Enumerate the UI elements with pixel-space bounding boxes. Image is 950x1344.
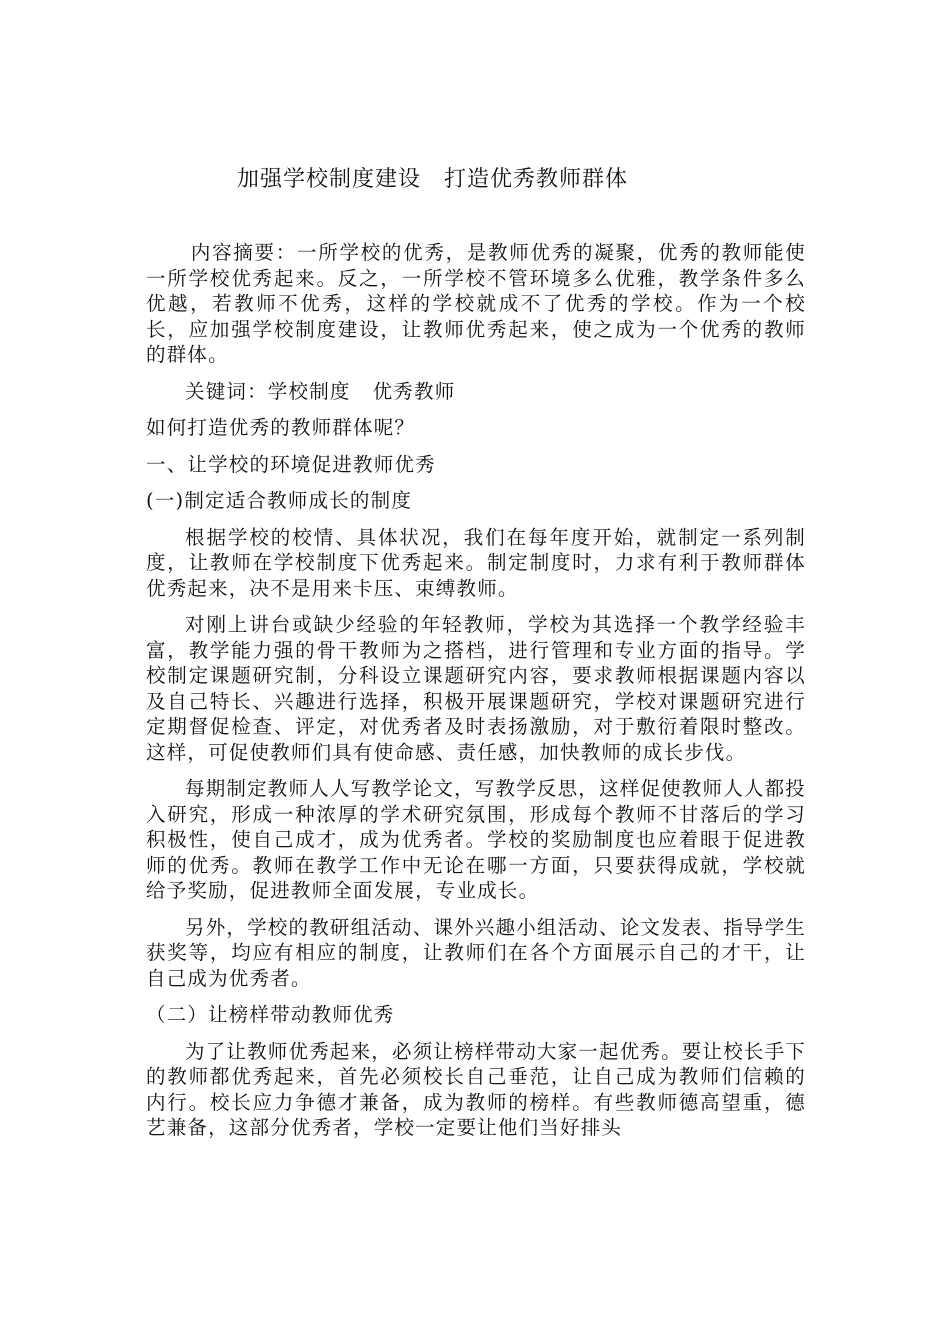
body-paragraph: 为了让教师优秀起来，必须让榜样带动大家一起优秀。要让校长手下的教师都优秀起来，首先必须校长自己垂范，让自己成为教师们信赖的内行。校长应力争德才兼备，成为教师的榜样。有些教师德高望重，德艺兼备，这部分优秀者，学校一定要让他们当好排头 [146,1039,807,1139]
keywords-label: 关键词：学校制度 [185,379,351,403]
keywords-line [146,379,806,405]
document-body [146,240,806,1152]
question-line: 如何打造优秀的教师群体呢？ [146,416,416,439]
keywords-value: 优秀教师 [372,379,456,403]
body-paragraph: 每期制定教师人人写教学论文，写教学反思，这样促使教师人人都投入研究，形成一种浓厚的学术研究氛围，形成每个教师不甘落后的学习积极性，使自己成才，成为优秀者。学校的奖励制度也应着眼于促进教师的优秀。教师在教学工作中无论在哪一方面，只要获得成就，学校就给予奖励，促进教师全面发展，专业成长。 [146,777,807,902]
document-title: 加强学校制度建设 打造优秀教师群体 [236,167,628,192]
body-paragraph: 对刚上讲台或缺少经验的年轻教师，学校为其选择一个教学经验丰富，教学能力强的骨干教师为之搭档，进行管理和专业方面的指导。学校制定课题研究制，分科设立课题研究内容，要求教师根据课题内容以及自己特长、兴趣进行选择，积极开展课题研究，学校对课题研究进行定期督促检查、评定，对优秀者及时表扬激励，对于敷衍着限时整改。这样，可促使教师们具有使命感、责任感，加快教师的成长步伐。 [146,613,806,764]
subsection-heading-1: (一)制定适合教师成长的制度 [146,489,413,512]
section-heading-1: 一、让学校的环境促进教师优秀 [146,452,436,476]
subsection-heading-2: （二）让榜样带动教师优秀 [146,1003,395,1026]
abstract-paragraph: 内容摘要：一所学校的优秀，是教师优秀的凝聚，优秀的教师能使一所学校优秀起来。反之，一所学校不管环境多么优雅，教学条件多么 优越，若教师不优秀，这样的学校就成不了优秀的学校。作为一个校长，应加强学校制度建设，让教师优秀起来，使之成为一个优秀的教师的群体。 [146,241,806,366]
body-paragraph: 根据学校的校情、具体状况，我们在每年度开始，就制定一系列制度，让教师在学校制度下优秀起来。制定制度时，力求有利于教师群体优秀起来，决不是用来卡压、束缚教师。 [146,525,806,600]
body-paragraph: 另外，学校的教研组活动、课外兴趣小组活动、论文发表、指导学生获奖等，均应有相应的制度，让教师们在各个方面展示自己的才干，让自己成为优秀者。 [146,915,807,990]
